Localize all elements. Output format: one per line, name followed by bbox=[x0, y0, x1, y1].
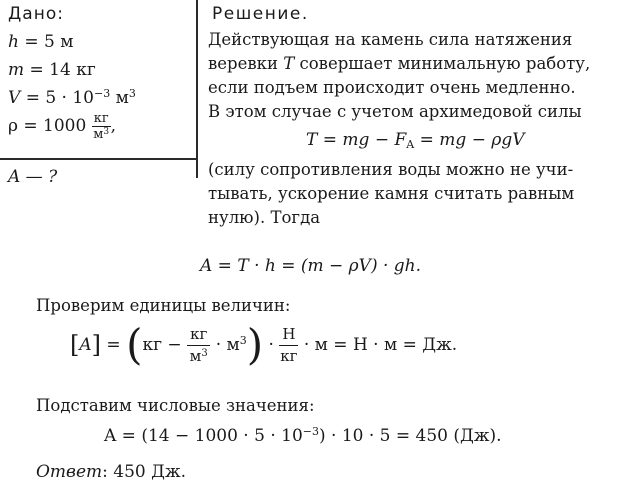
given-divider-horizontal bbox=[0, 158, 198, 160]
substitute-label: Подставим числовые значения: bbox=[36, 396, 315, 415]
solution-p1-line3: если подъем происходит очень медленно. bbox=[208, 78, 576, 97]
given-rho-unit-num: кг bbox=[93, 111, 109, 126]
given-rho-value: = 1000 bbox=[23, 116, 87, 136]
equation-work: A = T · h = (m − ρV) · gh. bbox=[200, 256, 422, 276]
given-rho-unit bbox=[92, 112, 111, 141]
answer-value: : 450 Дж. bbox=[102, 462, 186, 482]
given-V bbox=[8, 88, 136, 108]
given-rho-unit-den: $м^3$ bbox=[93, 127, 110, 142]
equation-tension: T = mg − $F_A$ = mg − ρgV bbox=[306, 130, 525, 151]
given-rho bbox=[8, 112, 116, 141]
given-h-value: = 5 м bbox=[24, 32, 74, 52]
solution-p1-line2: веревки T совершает минимальную работу, bbox=[208, 54, 591, 73]
given-V-exp: −3 bbox=[94, 87, 111, 100]
given-m-value: = 14 кг bbox=[29, 60, 96, 80]
given-rho-comma: , bbox=[110, 116, 117, 136]
answer bbox=[36, 462, 186, 482]
given-V-unit-exp: 3 bbox=[128, 87, 136, 100]
solution-p2-line1: (силу сопротивления воды можно не учи- bbox=[208, 160, 574, 179]
given-m bbox=[8, 60, 96, 80]
given-m-label: m bbox=[8, 60, 25, 80]
given-title: Дано: bbox=[8, 4, 64, 24]
solution-p1-line4: В этом случае с учетом архимедовой силы bbox=[208, 102, 582, 121]
solution-p2-line2: тывать, ускорение камня считать равным bbox=[208, 184, 575, 203]
given-V-unit: м bbox=[115, 88, 129, 108]
given-V-label: V bbox=[8, 88, 21, 108]
solution-p2-line3: нулю). Тогда bbox=[208, 208, 321, 227]
given-find: A — ? bbox=[8, 167, 58, 187]
units-fraction-N-kg: $\frac{Н}{кг}$ bbox=[280, 325, 298, 365]
given-h-label: h bbox=[8, 32, 19, 52]
equation-numeric: $A = (14 - 1000 \cdot 5 \cdot 10^{-3}) \cdot 10 \cdot 5 = 450$ (Дж). bbox=[104, 425, 502, 446]
given-divider-vertical bbox=[196, 0, 198, 178]
given-rho-label: ρ bbox=[8, 116, 18, 136]
given-h bbox=[8, 32, 73, 52]
solution-title: Решение. bbox=[212, 4, 309, 24]
given-V-value: = 5 · 10 bbox=[25, 88, 94, 108]
check-units-label: Проверим единицы величин: bbox=[36, 296, 291, 315]
units-fraction-kg-m3: $\frac{кг}{м^3}$ bbox=[187, 326, 210, 364]
answer-label: Ответ bbox=[36, 462, 103, 482]
solution-p1-line1: Действующая на камень сила натяжения bbox=[208, 30, 573, 49]
units-equation: [ A ] = ( кг − $\frac{кг}{м^3}$ · $м^3$ ) · $\frac{Н}{кг}$ · м = Н · м = Дж. bbox=[70, 320, 458, 369]
